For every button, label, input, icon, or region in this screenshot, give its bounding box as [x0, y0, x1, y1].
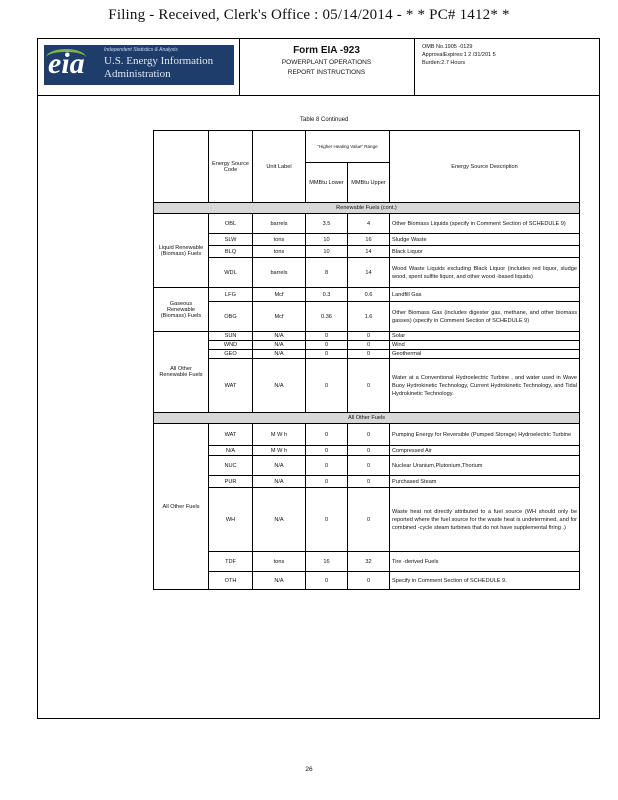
upper-cell: 0: [348, 359, 390, 413]
lower-cell: 0: [306, 332, 348, 341]
code-cell: OBL: [209, 214, 253, 234]
unit-cell: N/A: [253, 572, 306, 590]
desc-cell: Other Biomass Liquids (specify in Comment Section of SCHEDULE 9): [390, 214, 580, 234]
unit-cell: N/A: [253, 341, 306, 350]
desc-cell: Pumping Energy for Reversible (Pumped Storage) Hydroelectric Turbine: [390, 424, 580, 446]
unit-cell: N/A: [253, 456, 306, 476]
code-cell: TDF: [209, 552, 253, 572]
unit-cell: tons: [253, 552, 306, 572]
desc-cell: Compressed Air: [390, 446, 580, 456]
lower-cell: 0: [306, 446, 348, 456]
code-cell: WH: [209, 488, 253, 552]
upper-cell: 14: [348, 258, 390, 288]
logo-name-line2: Administration: [104, 68, 171, 80]
code-cell: OTH: [209, 572, 253, 590]
code-cell: NUC: [209, 456, 253, 476]
eia-logo: [44, 45, 234, 85]
unit-cell: N/A: [253, 488, 306, 552]
band-renewable: Renewable Fuels (cont.): [154, 203, 580, 214]
unit-cell: Mcf: [253, 288, 306, 302]
lower-cell: 8: [306, 258, 348, 288]
unit-cell: barrels: [253, 258, 306, 288]
form-subtitle-2: REPORT INSTRUCTIONS: [287, 69, 366, 76]
form-header: [38, 39, 599, 96]
unit-cell: Mcf: [253, 302, 306, 332]
group-liquid: Liquid Renewable (Biomass) Fuels: [154, 214, 209, 288]
code-cell: N/A: [209, 446, 253, 456]
lower-cell: 0: [306, 424, 348, 446]
burden-hours: Burden:2.7 Hours: [422, 60, 466, 66]
upper-cell: 0: [348, 424, 390, 446]
unit-cell: N/A: [253, 476, 306, 488]
desc-cell: Purchased Steam: [390, 476, 580, 488]
col-header-hhv: "Higher Heating Value" Range: [306, 131, 390, 163]
unit-cell: barrels: [253, 214, 306, 234]
upper-cell: 0: [348, 456, 390, 476]
col-header-upper: MMBtu Upper: [348, 163, 390, 203]
desc-cell: Black Liquor: [390, 246, 580, 258]
desc-cell: Nuclear Uranium,Plutonium,Thorium: [390, 456, 580, 476]
upper-cell: 4: [348, 214, 390, 234]
upper-cell: 0: [348, 341, 390, 350]
code-cell: GEO: [209, 350, 253, 359]
lower-cell: 0.3: [306, 288, 348, 302]
desc-cell: Solar: [390, 332, 580, 341]
lower-cell: 0.36: [306, 302, 348, 332]
code-cell: BLQ: [209, 246, 253, 258]
code-cell: WAT: [209, 359, 253, 413]
unit-cell: N/A: [253, 350, 306, 359]
desc-cell: Sludge Waste: [390, 234, 580, 246]
unit-cell: N/A: [253, 332, 306, 341]
code-cell: SUN: [209, 332, 253, 341]
form-subtitle-1: POWERPLANT OPERATIONS: [281, 59, 372, 66]
desc-cell: Wind: [390, 341, 580, 350]
group-gaseous: Gaseous Renewable (Biomass) Fuels: [154, 288, 209, 332]
upper-cell: 0: [348, 350, 390, 359]
col-spacer: [154, 131, 209, 203]
lower-cell: 0: [306, 572, 348, 590]
lower-cell: 0: [306, 488, 348, 552]
lower-cell: 3.5: [306, 214, 348, 234]
col-header-lower: MMBtu Lower: [306, 163, 348, 203]
filing-stamp: Filing - Received, Clerk's Office : 05/14/2014 - * * PC# 1412* *: [108, 7, 510, 23]
omb-cell: [414, 39, 599, 95]
logo-tagline: Independent Statistics & Analysis: [104, 47, 178, 53]
code-cell: WAT: [209, 424, 253, 446]
form-title-cell: [239, 39, 415, 95]
unit-cell: N/A: [253, 359, 306, 413]
desc-cell: Waste heat not directly attributed to a fuel source (WH should only be reported where the fuel source for the waste heat is undetermined, and for combined -cycle steam turbines that do not have supplemental firing .): [390, 488, 580, 552]
upper-cell: 0: [348, 476, 390, 488]
lower-cell: 0: [306, 350, 348, 359]
code-cell: WDL: [209, 258, 253, 288]
group-allother: All Other Fuels: [154, 424, 209, 590]
upper-cell: 16: [348, 234, 390, 246]
col-header-unit: Unit Label: [253, 131, 306, 203]
upper-cell: 0: [348, 572, 390, 590]
desc-cell: Geothermal: [390, 350, 580, 359]
unit-cell: tons: [253, 234, 306, 246]
band-other: All Other Fuels: [154, 413, 580, 424]
col-header-desc: Energy Source Description: [390, 131, 580, 203]
desc-cell: Landfill Gas: [390, 288, 580, 302]
form-title: Form EIA -923: [293, 45, 360, 56]
upper-cell: 0: [348, 332, 390, 341]
unit-cell: tons: [253, 246, 306, 258]
energy-source-table: [153, 130, 580, 590]
lower-cell: 10: [306, 234, 348, 246]
upper-cell: 0: [348, 488, 390, 552]
code-cell: WND: [209, 341, 253, 350]
unit-cell: M W h: [253, 424, 306, 446]
lower-cell: 0: [306, 476, 348, 488]
logo-name-line1: U.S. Energy Information: [104, 55, 214, 67]
desc-cell: Water at a Conventional Hydroelectric Turbine , and water used in Wave Buoy Hydrokinetic Technology, Current Hydrokinetic Technology, and Tidal Hydrokinetic Technology.: [390, 359, 580, 413]
table-title: Table 8 Continued: [300, 117, 349, 123]
omb-number: OMB No.1905 -0129: [422, 44, 473, 50]
code-cell: PUR: [209, 476, 253, 488]
logo-mark: eia: [48, 47, 85, 80]
lower-cell: 16: [306, 552, 348, 572]
group-allother-renewable: All Other Renewable Fuels: [154, 332, 209, 413]
lower-cell: 10: [306, 246, 348, 258]
code-cell: LFG: [209, 288, 253, 302]
desc-cell: Other Biomass Gas (includes digester gas, methane, and other biomass gasses) (specify in Comment Section of SCHEDULE 9): [390, 302, 580, 332]
lower-cell: 0: [306, 359, 348, 413]
upper-cell: 14: [348, 246, 390, 258]
upper-cell: 0.6: [348, 288, 390, 302]
logo-cell: [38, 39, 240, 95]
desc-cell: Wood Waste Liquids excluding Black Liquor (includes red liquor, sludge wood, spent sulfite liquor, and other wood -based liquids): [390, 258, 580, 288]
approval-expires: ApprovalExpires:1 2 /31/201 5: [422, 52, 496, 58]
code-cell: OBG: [209, 302, 253, 332]
col-header-code: Energy Source Code: [209, 131, 253, 203]
upper-cell: 1.6: [348, 302, 390, 332]
desc-cell: Specify in Comment Section of SCHEDULE 9.: [390, 572, 580, 590]
upper-cell: 0: [348, 446, 390, 456]
lower-cell: 0: [306, 456, 348, 476]
upper-cell: 32: [348, 552, 390, 572]
code-cell: SLW: [209, 234, 253, 246]
page-number: 26: [305, 766, 313, 773]
lower-cell: 0: [306, 341, 348, 350]
unit-cell: M W h: [253, 446, 306, 456]
desc-cell: Tire -derived Fuels: [390, 552, 580, 572]
